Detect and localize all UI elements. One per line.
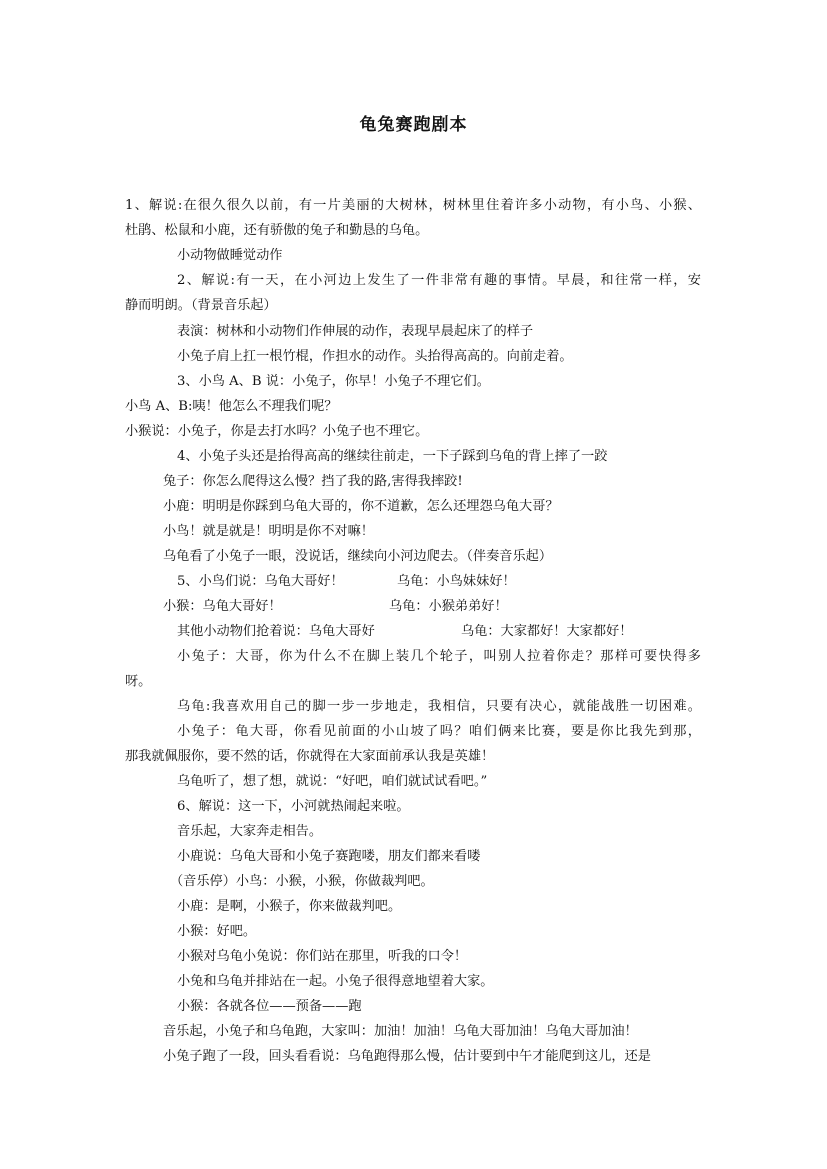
text-line: 小鹿说：乌龟大哥和小兔子赛跑喽，朋友们都来看喽: [177, 849, 481, 864]
text-line: 小鹿：明明是你踩到乌龟大哥的，你不道歉，怎么还埋怨乌龟大哥？: [163, 499, 559, 514]
text-line: 乌龟：大家都好！大家都好！: [461, 624, 633, 639]
text-line: 音乐起，大家奔走相告。: [177, 824, 323, 839]
text-line: 小猴对乌龟小兔说：你们站在那里，听我的口令！: [177, 949, 468, 964]
text-line: 小猴说：小兔子，你是去打水吗？小兔子也不理它。: [125, 424, 429, 439]
text-line: 小鹿：是啊，小猴子，你来做裁判吧。: [177, 899, 402, 914]
text-line: 小兔子：龟大哥，你看见前面的小山坡了吗？咱们俩来比赛，要是你比我先到那，: [177, 724, 701, 739]
text-line: 音乐起，小兔子和乌龟跑，大家叫：加油！加油！乌龟大哥加油！乌龟大哥加油！: [163, 1024, 638, 1039]
text-line: 其他小动物们抢着说：乌龟大哥好: [177, 624, 375, 639]
text-line: 小猴：好吧。: [177, 924, 257, 939]
text-line: 1、解说:在很久很久以前，有一片美丽的大树林，树林里住着许多小动物，有小鸟、小猴、: [125, 198, 701, 213]
text-line: 表演：树林和小动物们作伸展的动作，表现早晨起床了的样子: [177, 324, 534, 339]
text-line: 6、解说：这一下，小河就热闹起来啦。: [177, 799, 410, 814]
text-line: 小兔子肩上扛一根竹棍，作担水的动作。头抬得高高的。向前走着。: [177, 349, 573, 364]
document-title: 龟兔赛跑剧本: [359, 115, 468, 135]
text-line: 2、解说:有一天，在小河边上发生了一件非常有趣的事情。早晨，和往常一样，安: [177, 273, 701, 288]
text-line: 小猴：各就各位——预备——跑: [177, 999, 362, 1014]
text-line: 小鸟！就是就是！明明是你不对嘛！: [163, 524, 374, 539]
text-line: 静而明朗。（背景音乐起）: [125, 298, 277, 313]
text-line: 乌龟:我喜欢用自己的脚一步一步地走，我相信，只要有决心，就能战胜一切困难。: [177, 699, 701, 714]
text-line: 兔子：你怎么爬得这么慢？挡了我的路,害得我摔跤!: [163, 474, 463, 489]
text-line: 乌龟看了小兔子一眼，没说话，继续向小河边爬去。（伴奏音乐起）: [163, 549, 553, 564]
text-line: 小兔子跑了一段，回头看看说：乌龟跑得那么慢，估计要到中午才能爬到这儿，还是: [163, 1049, 651, 1064]
text-line: 乌龟听了，想了想，就说：“好吧，咱们就试试看吧。”: [177, 774, 488, 789]
text-line: （音乐停）小鸟：小猴，小猴，你做裁判吧。: [170, 874, 434, 889]
text-line: 那我就佩服你，要不然的话，你就得在大家面前承认我是英雄！: [125, 749, 495, 764]
text-line: 小动物做睡觉动作: [177, 248, 283, 263]
text-line: 呀。: [125, 674, 152, 689]
text-line: 乌龟：小鸟妹妹好！: [397, 574, 516, 589]
text-line: 小猴：乌龟大哥好！: [163, 599, 282, 614]
text-line: 小兔和乌龟并排站在一起。小兔子很得意地望着大家。: [177, 974, 494, 989]
text-line: 小兔子：大哥，你为什么不在脚上装几个轮子，叫别人拉着你走？那样可要快得多: [177, 649, 701, 664]
text-line: 4、小兔子头还是抬得高高的继续往前走，一下子踩到乌龟的背上摔了一跤: [177, 449, 608, 464]
text-line: 杜鹃、松鼠和小鹿，还有骄傲的兔子和勤恳的乌龟。: [125, 223, 429, 238]
text-line: 乌龟：小猴弟弟好！: [389, 599, 508, 614]
text-line: 5、小鸟们说：乌龟大哥好！: [177, 574, 344, 589]
text-line: 小鸟 A、B:咦！他怎么不理我们呢？: [125, 399, 338, 414]
text-line: 3、小鸟 A、B 说：小兔子，你早！小兔子不理它们。: [177, 374, 490, 389]
